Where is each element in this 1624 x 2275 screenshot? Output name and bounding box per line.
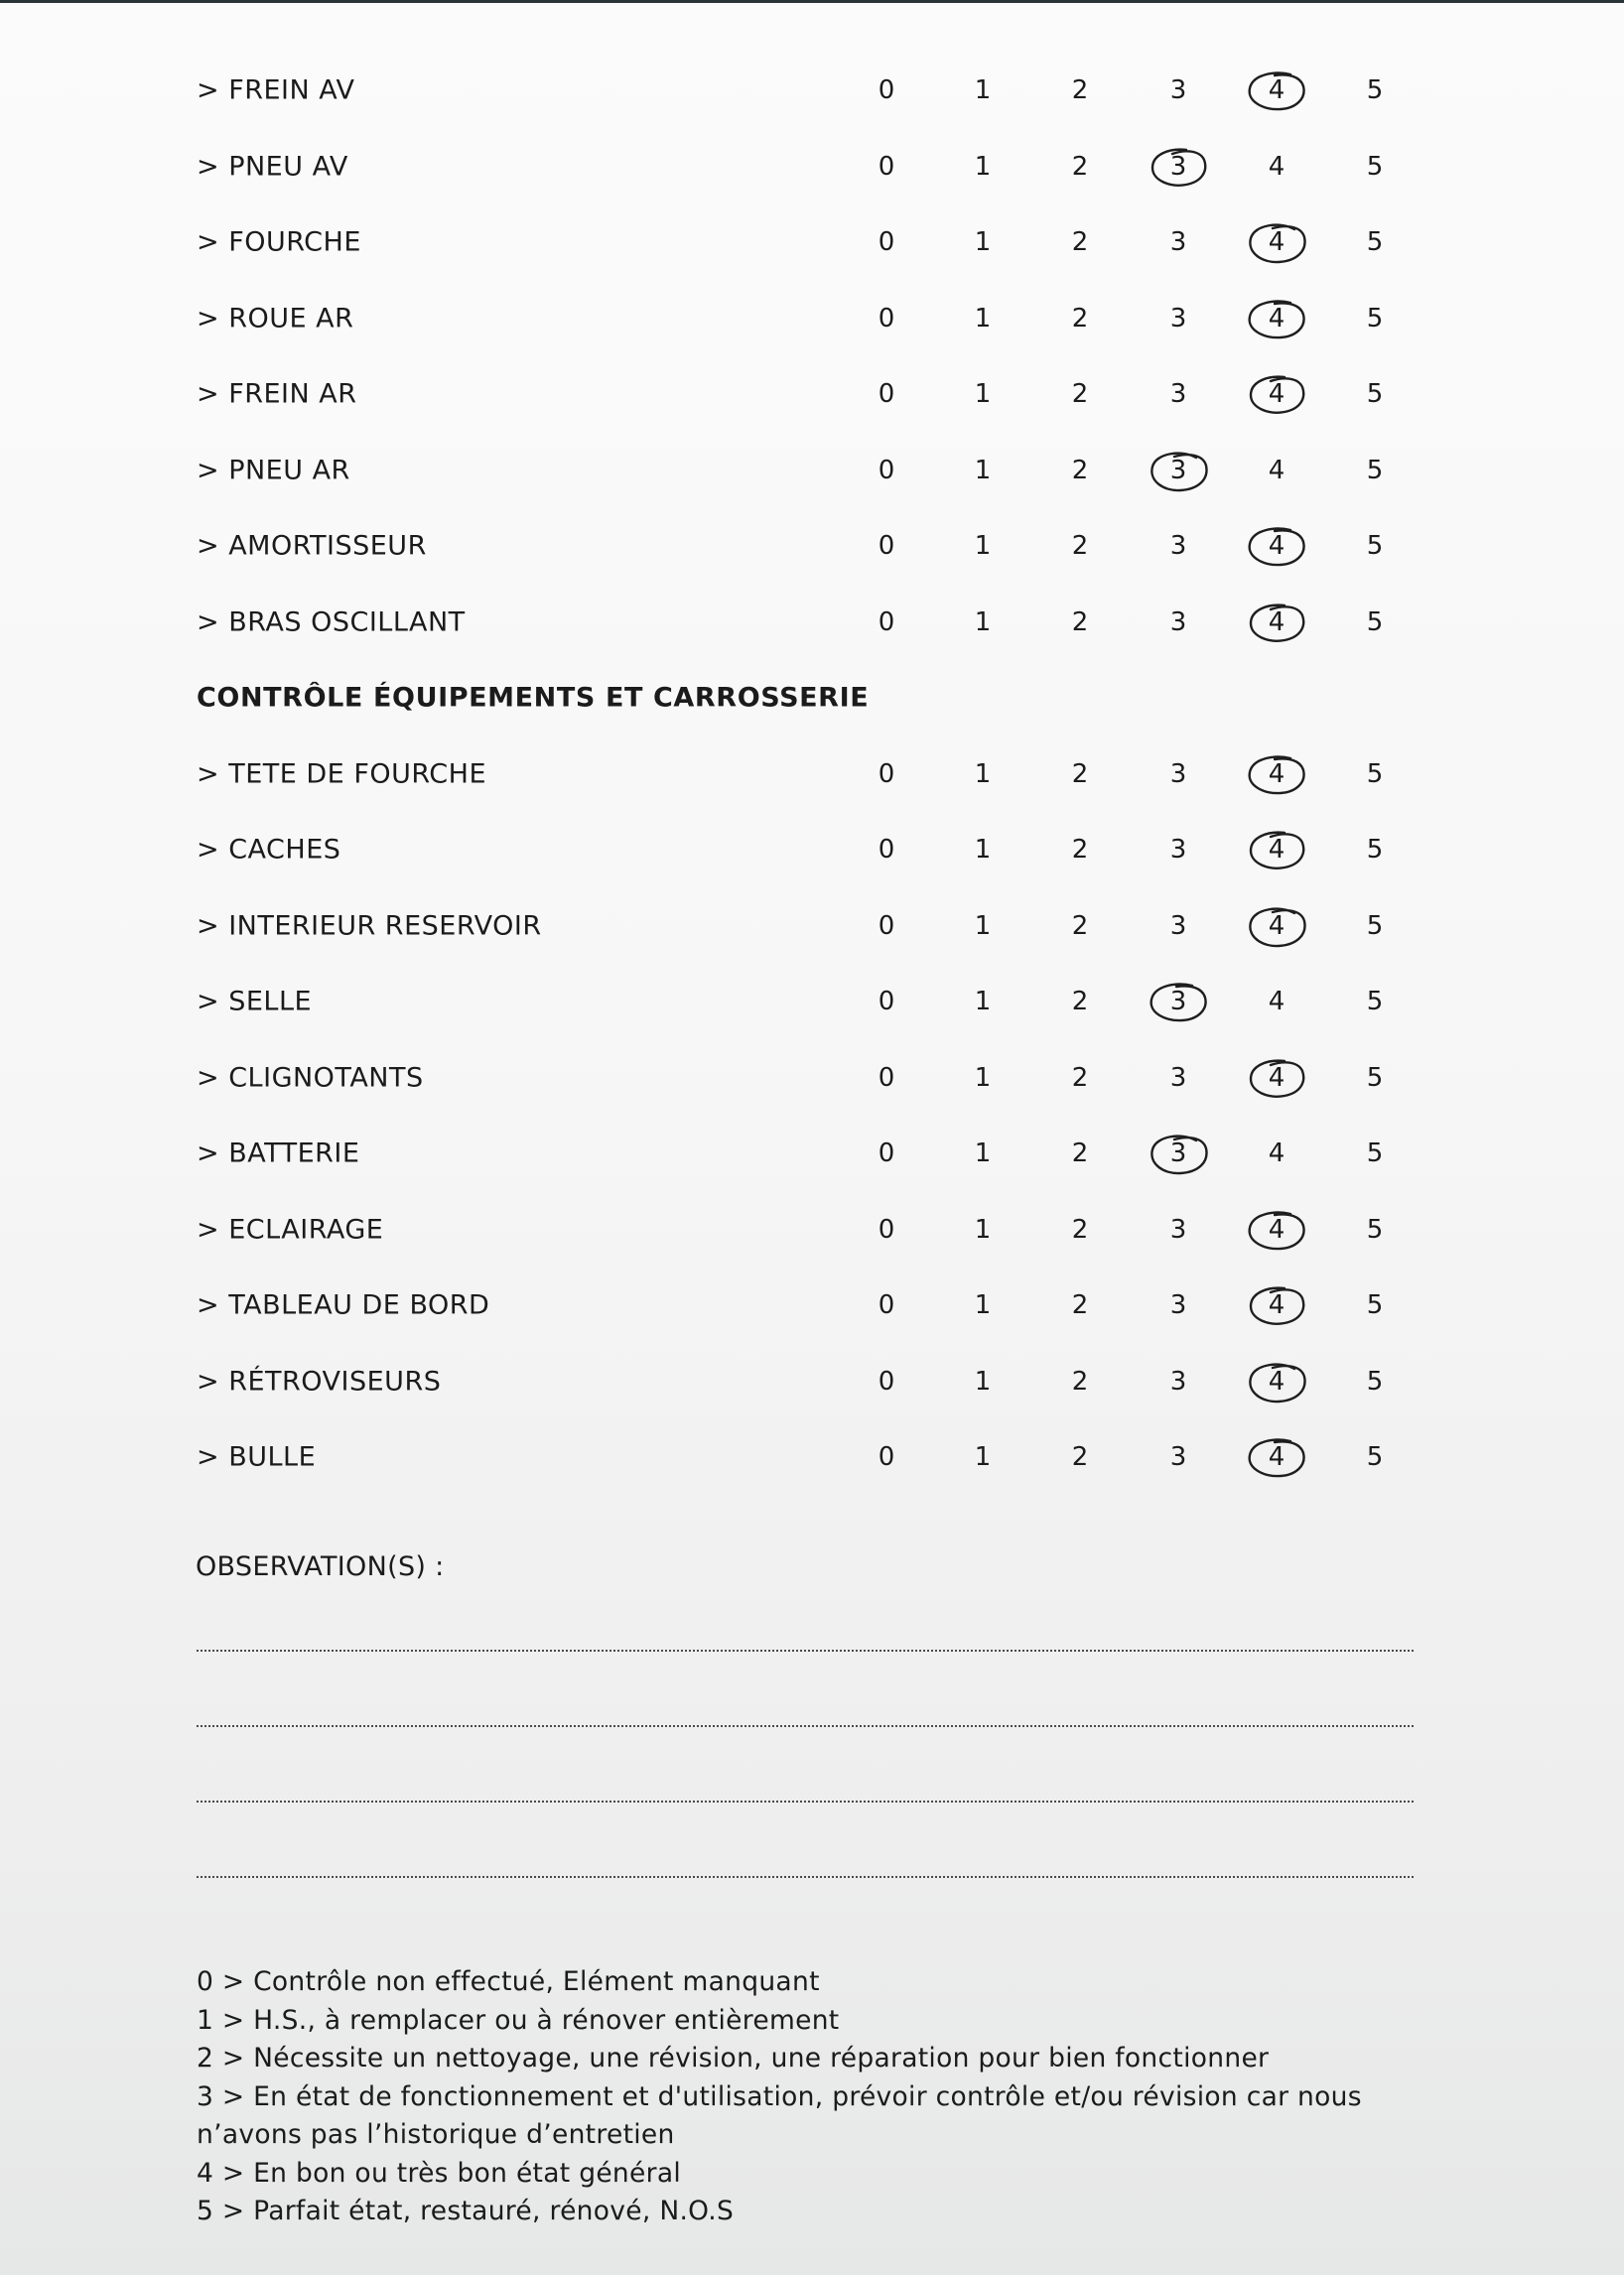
score-option-5[interactable]: 5: [1366, 227, 1384, 258]
score-option-4[interactable]: 4: [1268, 1214, 1286, 1245]
score-option-4[interactable]: 4: [1268, 531, 1286, 562]
score-option-0[interactable]: 0: [878, 303, 895, 334]
score-option-2[interactable]: 2: [1071, 758, 1089, 789]
score-option-4[interactable]: 4: [1268, 1062, 1286, 1093]
item-label: > RÉTROVISEURS: [197, 1366, 442, 1398]
score-option-1[interactable]: 1: [974, 227, 992, 258]
score-option-0[interactable]: 0: [878, 1366, 895, 1397]
score-option-3[interactable]: 3: [1169, 1138, 1187, 1169]
score-option-4[interactable]: 4: [1268, 1290, 1286, 1321]
score-option-2[interactable]: 2: [1071, 835, 1089, 866]
inspection-row: [0, 129, 1624, 205]
inspection-row: [0, 1040, 1624, 1117]
item-label: > BATTERIE: [197, 1138, 360, 1169]
score-option-5[interactable]: 5: [1366, 1366, 1384, 1397]
score-option-2[interactable]: 2: [1071, 531, 1089, 562]
inspection-row: [0, 888, 1624, 965]
score-option-3[interactable]: 3: [1169, 151, 1187, 182]
legend-item: 1 > H.S., à remplacer ou à rénover entièrement: [197, 2004, 840, 2036]
score-option-4[interactable]: 4: [1268, 1138, 1286, 1169]
score-option-1[interactable]: 1: [974, 75, 992, 106]
inspection-row: [0, 281, 1624, 357]
score-option-1[interactable]: 1: [974, 835, 992, 866]
score-option-5[interactable]: 5: [1366, 606, 1384, 637]
legend-item: 3 > En état de fonctionnement et d'utilisation, prévoir contrôle et/ou révision car nous n’avons pas l’historique d’entretien: [197, 2080, 1371, 2150]
score-option-2[interactable]: 2: [1071, 227, 1089, 258]
score-option-4[interactable]: 4: [1268, 151, 1286, 182]
score-option-3[interactable]: 3: [1169, 606, 1187, 637]
score-option-3[interactable]: 3: [1169, 75, 1187, 106]
score-option-5[interactable]: 5: [1366, 910, 1384, 941]
score-option-0[interactable]: 0: [878, 1442, 895, 1473]
item-label: > ECLAIRAGE: [197, 1214, 384, 1246]
score-option-1[interactable]: 1: [974, 1062, 992, 1093]
score-option-4[interactable]: 4: [1268, 1366, 1286, 1397]
score-option-4[interactable]: 4: [1268, 303, 1286, 334]
inspection-row: [0, 736, 1624, 813]
item-label: > PNEU AR: [197, 455, 350, 486]
score-option-1[interactable]: 1: [974, 1442, 992, 1473]
item-label: > CLIGNOTANTS: [197, 1062, 424, 1094]
score-option-1[interactable]: 1: [974, 1214, 992, 1245]
score-option-1[interactable]: 1: [974, 758, 992, 789]
score-option-1[interactable]: 1: [974, 455, 992, 485]
score-option-5[interactable]: 5: [1366, 1290, 1384, 1321]
score-option-2[interactable]: 2: [1071, 151, 1089, 182]
score-option-0[interactable]: 0: [878, 1214, 895, 1245]
inspection-row: [0, 812, 1624, 888]
score-option-1[interactable]: 1: [974, 379, 992, 410]
score-option-2[interactable]: 2: [1071, 1062, 1089, 1093]
item-label: > FREIN AV: [197, 74, 355, 106]
score-option-4[interactable]: 4: [1268, 606, 1286, 637]
item-label: > BRAS OSCILLANT: [197, 606, 466, 638]
score-option-2[interactable]: 2: [1071, 910, 1089, 941]
legend-item: 2 > Nécessite un nettoyage, une révision, une réparation pour bien fonctionner: [197, 2043, 1270, 2074]
score-option-3[interactable]: 3: [1169, 758, 1187, 789]
score-option-5[interactable]: 5: [1366, 1214, 1384, 1245]
legend-item: 0 > Contrôle non effectué, Elément manquant: [197, 1966, 820, 1997]
score-option-1[interactable]: 1: [974, 531, 992, 562]
score-option-3[interactable]: 3: [1169, 303, 1187, 334]
score-option-2[interactable]: 2: [1071, 1442, 1089, 1473]
score-option-2[interactable]: 2: [1071, 303, 1089, 334]
score-option-4[interactable]: 4: [1268, 835, 1286, 866]
inspection-row: [0, 964, 1624, 1040]
inspection-row: [0, 1116, 1624, 1192]
score-option-0[interactable]: 0: [878, 75, 895, 106]
score-option-2[interactable]: 2: [1071, 1366, 1089, 1397]
score-option-5[interactable]: 5: [1366, 455, 1384, 485]
score-option-4[interactable]: 4: [1268, 758, 1286, 789]
score-option-4[interactable]: 4: [1268, 1442, 1286, 1473]
rating-legend: [197, 1963, 1427, 2231]
score-option-1[interactable]: 1: [974, 151, 992, 182]
inspection-row: [0, 1419, 1624, 1496]
section-heading: CONTRÔLE ÉQUIPEMENTS ET CARROSSERIE: [197, 682, 870, 714]
item-label: > ROUE AR: [197, 303, 354, 335]
score-option-1[interactable]: 1: [974, 303, 992, 334]
score-option-0[interactable]: 0: [878, 379, 895, 410]
item-label: > CACHES: [197, 834, 341, 866]
inspection-row: [0, 1268, 1624, 1344]
score-option-2[interactable]: 2: [1071, 606, 1089, 637]
score-option-1[interactable]: 1: [974, 606, 992, 637]
item-label: > INTERIEUR RESERVOIR: [197, 910, 542, 942]
inspection-row: [0, 585, 1624, 661]
score-option-2[interactable]: 2: [1071, 1214, 1089, 1245]
score-option-5[interactable]: 5: [1366, 75, 1384, 106]
legend-item: 5 > Parfait état, restauré, rénové, N.O.S: [197, 2196, 735, 2226]
score-option-3[interactable]: 3: [1169, 1366, 1187, 1397]
item-label: > FREIN AR: [197, 378, 357, 410]
score-option-5[interactable]: 5: [1366, 987, 1384, 1017]
inspection-row: [0, 204, 1624, 281]
score-option-1[interactable]: 1: [974, 1366, 992, 1397]
score-option-4[interactable]: 4: [1268, 455, 1286, 485]
score-option-3[interactable]: 3: [1169, 835, 1187, 866]
score-option-5[interactable]: 5: [1366, 758, 1384, 789]
score-option-5[interactable]: 5: [1366, 379, 1384, 410]
inspection-row: [0, 508, 1624, 585]
inspection-row: [0, 433, 1624, 509]
score-option-3[interactable]: 3: [1169, 379, 1187, 410]
score-option-3[interactable]: 3: [1169, 987, 1187, 1017]
score-option-1[interactable]: 1: [974, 910, 992, 941]
score-option-4[interactable]: 4: [1268, 987, 1286, 1017]
score-option-0[interactable]: 0: [878, 987, 895, 1017]
score-option-3[interactable]: 3: [1169, 227, 1187, 258]
inspection-rows: [0, 53, 1624, 1496]
score-option-4[interactable]: 4: [1268, 379, 1286, 410]
score-option-2[interactable]: 2: [1071, 75, 1089, 106]
score-option-5[interactable]: 5: [1366, 1138, 1384, 1169]
score-option-5[interactable]: 5: [1366, 835, 1384, 866]
score-option-0[interactable]: 0: [878, 227, 895, 258]
observation-line[interactable]: [197, 1725, 1414, 1727]
legend-item: 4 > En bon ou très bon état général: [197, 2157, 682, 2189]
observations-label: OBSERVATION(S) :: [196, 1551, 445, 1582]
inspection-row: [0, 356, 1624, 433]
score-option-0[interactable]: 0: [878, 835, 895, 866]
score-option-2[interactable]: 2: [1071, 379, 1089, 410]
score-option-0[interactable]: 0: [878, 455, 895, 485]
item-label: > TABLEAU DE BORD: [197, 1289, 490, 1321]
item-label: > TETE DE FOURCHE: [197, 758, 486, 790]
score-option-5[interactable]: 5: [1366, 531, 1384, 562]
score-option-4[interactable]: 4: [1268, 227, 1286, 258]
observation-line[interactable]: [197, 1876, 1414, 1878]
score-option-1[interactable]: 1: [974, 1290, 992, 1321]
score-option-3[interactable]: 3: [1169, 910, 1187, 941]
score-option-3[interactable]: 3: [1169, 1442, 1187, 1473]
inspection-row: [0, 1192, 1624, 1269]
item-label: > BULLE: [197, 1441, 317, 1473]
score-option-3[interactable]: 3: [1169, 1290, 1187, 1321]
item-label: > FOURCHE: [197, 226, 361, 258]
score-option-3[interactable]: 3: [1169, 531, 1187, 562]
score-option-0[interactable]: 0: [878, 151, 895, 182]
score-option-4[interactable]: 4: [1268, 75, 1286, 106]
item-label: > AMORTISSEUR: [197, 530, 427, 562]
item-label: > PNEU AV: [197, 151, 348, 183]
score-option-2[interactable]: 2: [1071, 987, 1089, 1017]
score-option-3[interactable]: 3: [1169, 1062, 1187, 1093]
score-option-0[interactable]: 0: [878, 910, 895, 941]
score-option-0[interactable]: 0: [878, 1062, 895, 1093]
score-option-1[interactable]: 1: [974, 1138, 992, 1169]
score-option-5[interactable]: 5: [1366, 1062, 1384, 1093]
score-option-0[interactable]: 0: [878, 531, 895, 562]
score-option-5[interactable]: 5: [1366, 151, 1384, 182]
score-option-0[interactable]: 0: [878, 606, 895, 637]
score-option-2[interactable]: 2: [1071, 1290, 1089, 1321]
score-option-0[interactable]: 0: [878, 758, 895, 789]
inspection-row: [0, 53, 1624, 129]
score-option-2[interactable]: 2: [1071, 455, 1089, 485]
score-option-3[interactable]: 3: [1169, 1214, 1187, 1245]
section-heading-row: [0, 660, 1624, 736]
score-option-5[interactable]: 5: [1366, 1442, 1384, 1473]
score-option-4[interactable]: 4: [1268, 910, 1286, 941]
observation-line[interactable]: [197, 1650, 1414, 1652]
score-option-2[interactable]: 2: [1071, 1138, 1089, 1169]
score-option-0[interactable]: 0: [878, 1138, 895, 1169]
score-option-5[interactable]: 5: [1366, 303, 1384, 334]
score-option-0[interactable]: 0: [878, 1290, 895, 1321]
inspection-row: [0, 1344, 1624, 1420]
item-label: > SELLE: [197, 986, 313, 1017]
observation-line[interactable]: [197, 1801, 1414, 1803]
score-option-1[interactable]: 1: [974, 987, 992, 1017]
score-option-3[interactable]: 3: [1169, 455, 1187, 485]
